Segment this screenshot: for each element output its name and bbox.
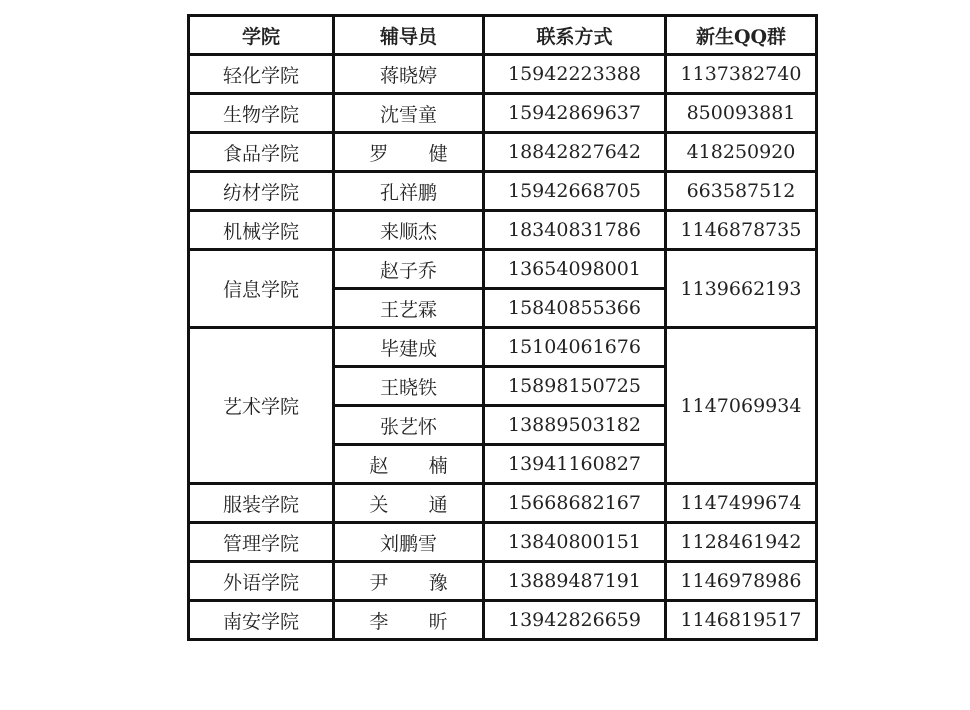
advisor-name-cell bbox=[334, 484, 484, 523]
qq-group-cell: 418250920 bbox=[666, 133, 817, 172]
advisor-name: 赵子乔 bbox=[379, 259, 437, 282]
advisor-name: 关 通 bbox=[369, 493, 465, 516]
advisor-name-cell bbox=[334, 523, 484, 562]
qq-group-cell: 1128461942 bbox=[666, 523, 817, 562]
header-qq-group: 新生QQ群 bbox=[666, 16, 817, 55]
table-row bbox=[189, 328, 817, 367]
phone-cell: 13889487191 bbox=[484, 562, 666, 601]
advisor-name-cell bbox=[334, 94, 484, 133]
advisor-name: 刘鹏雪 bbox=[379, 532, 437, 555]
qq-group-cell: 1146878735 bbox=[666, 211, 817, 250]
advisor-name-cell bbox=[334, 562, 484, 601]
table-row bbox=[189, 562, 817, 601]
advisor-name-cell bbox=[334, 406, 484, 445]
table-row bbox=[189, 133, 817, 172]
college-cell: 生物学院 bbox=[189, 94, 334, 133]
advisor-name: 赵 楠 bbox=[369, 454, 465, 477]
college-cell: 服装学院 bbox=[189, 484, 334, 523]
table-row bbox=[189, 55, 817, 94]
advisor-name-cell bbox=[334, 328, 484, 367]
header-advisor: 辅导员 bbox=[334, 16, 484, 55]
phone-cell: 13941160827 bbox=[484, 445, 666, 484]
advisor-name: 王艺霖 bbox=[379, 298, 437, 321]
advisor-name-cell bbox=[334, 601, 484, 640]
phone-cell: 15942223388 bbox=[484, 55, 666, 94]
phone-cell: 13840800151 bbox=[484, 523, 666, 562]
phone-cell: 18340831786 bbox=[484, 211, 666, 250]
college-cell: 食品学院 bbox=[189, 133, 334, 172]
advisor-name-cell bbox=[334, 211, 484, 250]
college-cell: 管理学院 bbox=[189, 523, 334, 562]
advisor-name: 尹 豫 bbox=[369, 571, 465, 594]
qq-group-cell: 1147069934 bbox=[666, 328, 817, 484]
advisor-name: 蒋晓婷 bbox=[379, 64, 437, 87]
qq-group-cell: 1146978986 bbox=[666, 562, 817, 601]
college-cell: 艺术学院 bbox=[189, 328, 334, 484]
advisor-name: 李 昕 bbox=[369, 610, 465, 633]
advisor-name-cell bbox=[334, 289, 484, 328]
advisor-name-cell bbox=[334, 55, 484, 94]
table-row bbox=[189, 523, 817, 562]
header-row bbox=[189, 16, 817, 55]
advisor-table bbox=[187, 14, 818, 641]
table-row bbox=[189, 94, 817, 133]
advisor-name: 张艺怀 bbox=[379, 415, 437, 438]
college-cell: 南安学院 bbox=[189, 601, 334, 640]
college-cell: 轻化学院 bbox=[189, 55, 334, 94]
qq-group-cell: 1137382740 bbox=[666, 55, 817, 94]
header-contact: 联系方式 bbox=[484, 16, 666, 55]
phone-cell: 13654098001 bbox=[484, 250, 666, 289]
header-college: 学院 bbox=[189, 16, 334, 55]
college-cell: 外语学院 bbox=[189, 562, 334, 601]
qq-group-cell: 850093881 bbox=[666, 94, 817, 133]
phone-cell: 13942826659 bbox=[484, 601, 666, 640]
table-row bbox=[189, 601, 817, 640]
table-row bbox=[189, 484, 817, 523]
phone-cell: 15942668705 bbox=[484, 172, 666, 211]
table-body bbox=[189, 55, 817, 640]
college-cell: 机械学院 bbox=[189, 211, 334, 250]
phone-cell: 15840855366 bbox=[484, 289, 666, 328]
qq-group-cell: 1147499674 bbox=[666, 484, 817, 523]
table-row bbox=[189, 172, 817, 211]
advisor-name: 孔祥鹏 bbox=[379, 181, 437, 204]
phone-cell: 15898150725 bbox=[484, 367, 666, 406]
college-cell: 纺材学院 bbox=[189, 172, 334, 211]
college-cell: 信息学院 bbox=[189, 250, 334, 328]
advisor-name-cell bbox=[334, 445, 484, 484]
qq-group-cell: 1146819517 bbox=[666, 601, 817, 640]
phone-cell: 13889503182 bbox=[484, 406, 666, 445]
qq-group-cell: 663587512 bbox=[666, 172, 817, 211]
advisor-name: 王晓铁 bbox=[379, 376, 437, 399]
advisor-name: 来顺杰 bbox=[379, 220, 437, 243]
phone-cell: 15104061676 bbox=[484, 328, 666, 367]
advisor-name-cell bbox=[334, 172, 484, 211]
phone-cell: 15942869637 bbox=[484, 94, 666, 133]
phone-cell: 18842827642 bbox=[484, 133, 666, 172]
advisor-name-cell bbox=[334, 250, 484, 289]
phone-cell: 15668682167 bbox=[484, 484, 666, 523]
advisor-name-cell bbox=[334, 367, 484, 406]
table-row bbox=[189, 250, 817, 289]
qq-group-cell: 1139662193 bbox=[666, 250, 817, 328]
advisor-name: 沈雪童 bbox=[379, 103, 437, 126]
advisor-name: 毕建成 bbox=[379, 337, 437, 360]
table-row bbox=[189, 211, 817, 250]
advisor-name-cell bbox=[334, 133, 484, 172]
advisor-name: 罗 健 bbox=[369, 142, 465, 165]
